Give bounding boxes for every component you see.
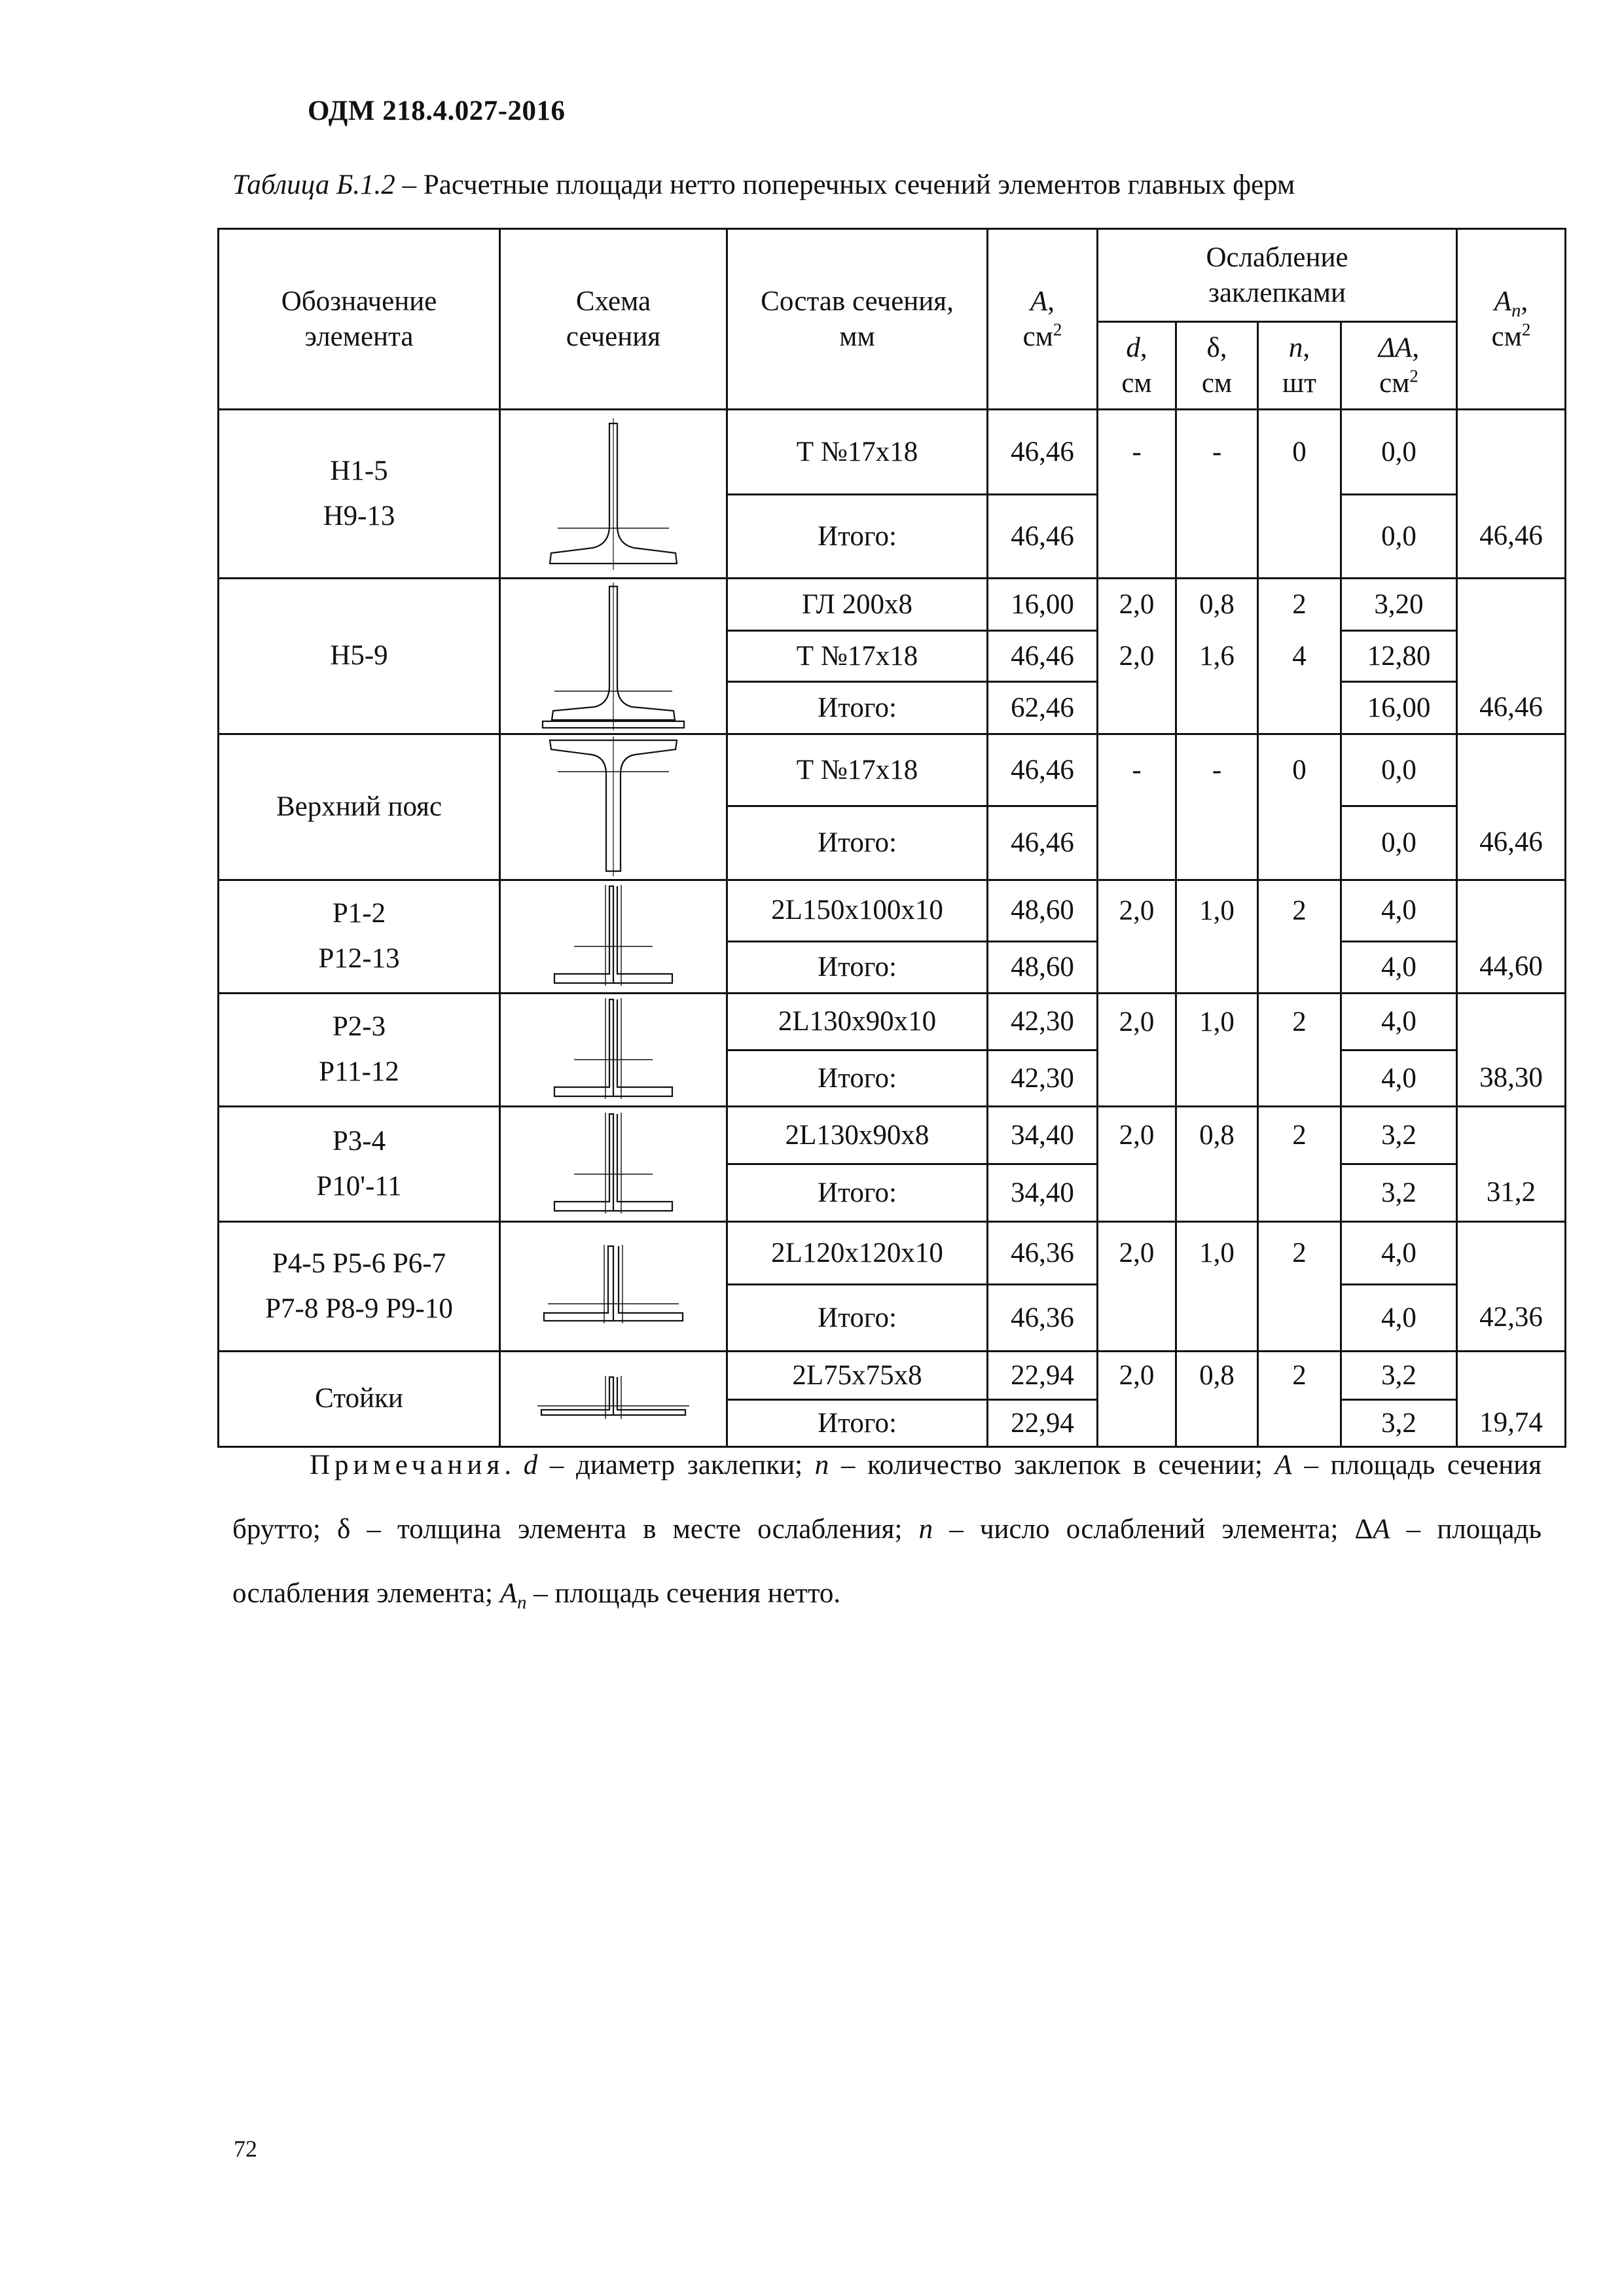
- double-angle-section-icon: [501, 994, 726, 1105]
- header-net-area-unit: см: [1491, 321, 1522, 352]
- table-row: [219, 1352, 1566, 1400]
- thickness-cell: [1176, 1285, 1258, 1352]
- notes-symbol-an: A: [499, 1578, 518, 1609]
- header-delta-symbol: δ: [1206, 332, 1220, 363]
- header-n: [1258, 322, 1341, 410]
- header-area-comma: ,: [1047, 285, 1055, 317]
- area-cell: 48,60: [988, 941, 1098, 993]
- notes-symbol-n2: n: [918, 1514, 933, 1545]
- notes-symbol-a2: A: [1373, 1514, 1390, 1545]
- header-n-line1: [1259, 331, 1340, 366]
- header-schema-line1: Схема: [575, 285, 651, 317]
- element-cell: [219, 1222, 500, 1352]
- area-cell: 62,46: [988, 682, 1098, 734]
- header-net-area-symbol: A: [1494, 285, 1512, 317]
- element-name-line: Р3-4: [332, 1125, 386, 1157]
- weakening-area-cell: 3,20: [1341, 579, 1457, 631]
- area-cell: 22,94: [988, 1400, 1098, 1447]
- net-area-cell: 42,36: [1457, 1285, 1566, 1352]
- notes-symbol-n: n: [814, 1450, 829, 1480]
- weakening-count-cell: 2: [1258, 880, 1341, 942]
- header-d-symbol: d: [1126, 332, 1140, 363]
- net-area-blank-cell: [1457, 631, 1566, 682]
- header-area-line1: [988, 284, 1096, 319]
- weakening-area-cell: 4,0: [1341, 1222, 1457, 1285]
- weakening-count-cell: [1258, 1050, 1341, 1107]
- caption-text: Расчетные площади нетто поперечных сечений элементов главных ферм: [423, 170, 1295, 200]
- element-cell: [219, 579, 500, 734]
- area-cell: 16,00: [988, 579, 1098, 631]
- rivet-diameter-cell: [1098, 1164, 1176, 1222]
- header-net-area-sub: n: [1511, 300, 1521, 321]
- weakening-area-cell: 0,0: [1341, 410, 1457, 495]
- header-delta: [1176, 322, 1258, 410]
- header-area-power: 2: [1053, 319, 1062, 340]
- composition-cell: 2L130х90х10: [727, 994, 988, 1050]
- weakening-count-cell: [1258, 682, 1341, 734]
- area-cell: 34,40: [988, 1164, 1098, 1222]
- composition-cell: 2L120х120х10: [727, 1222, 988, 1285]
- composition-cell: 2L130х90х8: [727, 1107, 988, 1164]
- net-area-table: [217, 228, 1566, 1448]
- double-equal-angle-section-icon: [501, 1241, 726, 1333]
- header-delta-area-power: 2: [1409, 366, 1418, 386]
- rivet-diameter-cell: [1098, 941, 1176, 993]
- header-delta-area-symbol: ΔA: [1378, 332, 1413, 363]
- header-area-line2: [988, 319, 1096, 355]
- weakening-area-cell: 0,0: [1341, 734, 1457, 806]
- area-cell: 48,60: [988, 880, 1098, 942]
- area-cell: 22,94: [988, 1352, 1098, 1400]
- page-number: 72: [234, 2136, 257, 2162]
- header-n-unit: шт: [1282, 367, 1316, 399]
- weakening-count-cell: 2: [1258, 994, 1341, 1050]
- tee-with-plate-section-icon: [501, 581, 726, 732]
- composition-cell: Итого:: [727, 1050, 988, 1107]
- thickness-cell: -: [1176, 410, 1258, 495]
- table-row: [219, 1107, 1566, 1164]
- notes-text-3: – количество заклепок в сечении;: [829, 1450, 1275, 1480]
- header-composition-line1: Состав сечения,: [761, 285, 954, 317]
- composition-cell: Т №17х18: [727, 410, 988, 495]
- area-cell: 46,46: [988, 495, 1098, 579]
- schema-cell: [500, 734, 727, 880]
- thickness-cell: 1,0: [1176, 1222, 1258, 1285]
- net-area-cell: 46,46: [1457, 682, 1566, 734]
- rivet-diameter-cell: [1098, 1285, 1176, 1352]
- net-area-cell: 19,74: [1457, 1400, 1566, 1447]
- thickness-cell: [1176, 941, 1258, 993]
- header-delta-area-unit: см: [1379, 367, 1410, 399]
- weakening-count-cell: [1258, 1164, 1341, 1222]
- weakening-area-cell: 4,0: [1341, 1050, 1457, 1107]
- rivet-diameter-cell: 2,0: [1098, 1352, 1176, 1400]
- thickness-cell: [1176, 806, 1258, 880]
- element-name-line: Р11-12: [319, 1056, 399, 1087]
- area-cell: 46,46: [988, 410, 1098, 495]
- header-composition: [727, 229, 988, 410]
- weakening-area-cell: 4,0: [1341, 941, 1457, 993]
- weakening-count-cell: [1258, 806, 1341, 880]
- weakening-count-cell: 2: [1258, 579, 1341, 631]
- composition-cell: Итого:: [727, 1400, 988, 1447]
- header-delta-area-line2: [1342, 366, 1456, 401]
- weakening-count-cell: 4: [1258, 631, 1341, 682]
- net-area-cell: 46,46: [1457, 806, 1566, 880]
- double-angle-section-icon: [501, 881, 726, 992]
- header-area-symbol: A: [1030, 285, 1048, 317]
- schema-cell: [500, 1352, 727, 1447]
- thickness-cell: [1176, 1050, 1258, 1107]
- composition-cell: Итого:: [727, 682, 988, 734]
- notes-symbol-an-sub: n: [517, 1592, 527, 1613]
- rivet-diameter-cell: 2,0: [1098, 579, 1176, 631]
- net-area-blank-cell: [1457, 880, 1566, 942]
- composition-cell: Итого:: [727, 806, 988, 880]
- header-net-area-power: 2: [1521, 319, 1531, 340]
- thickness-cell: 1,0: [1176, 994, 1258, 1050]
- thickness-cell: 0,8: [1176, 1352, 1258, 1400]
- weakening-area-cell: 4,0: [1341, 880, 1457, 942]
- header-d-comma: ,: [1140, 332, 1147, 363]
- element-name-line: Р2-3: [332, 1011, 386, 1043]
- header-net-area-line2: [1458, 319, 1564, 355]
- header-delta-area: [1341, 322, 1457, 410]
- thickness-cell: [1176, 1164, 1258, 1222]
- header-net-area: [1457, 229, 1566, 410]
- header-delta-area-line1: [1342, 331, 1456, 366]
- weakening-count-cell: 2: [1258, 1222, 1341, 1285]
- notes-symbol-a: A: [1274, 1450, 1292, 1480]
- header-area: [988, 229, 1098, 410]
- header-composition-line2: мм: [839, 321, 875, 352]
- table-caption: [232, 169, 1538, 201]
- area-cell: 46,36: [988, 1285, 1098, 1352]
- rivet-diameter-cell: [1098, 495, 1176, 579]
- element-name-line: Н9-13: [323, 500, 395, 531]
- rivet-diameter-cell: [1098, 806, 1176, 880]
- header-schema-line2: сечения: [566, 321, 661, 352]
- header-net-area-line1: [1458, 284, 1564, 319]
- table-row: [219, 880, 1566, 942]
- element-name-line: Стойки: [315, 1383, 403, 1414]
- composition-cell: Т №17х18: [727, 631, 988, 682]
- table-row: [219, 410, 1566, 495]
- thickness-cell: 1,6: [1176, 631, 1258, 682]
- thickness-cell: -: [1176, 734, 1258, 806]
- document-code: ОДМ 218.4.027-2016: [308, 96, 566, 126]
- double-angle-section-icon: [501, 1109, 726, 1220]
- weakening-area-cell: 3,2: [1341, 1107, 1457, 1164]
- area-cell: 42,30: [988, 994, 1098, 1050]
- thickness-cell: 1,0: [1176, 880, 1258, 942]
- thickness-cell: [1176, 495, 1258, 579]
- notes-text-4: – площадь сечения брутто; δ – толщина элемента в месте ослабления;: [232, 1450, 1542, 1545]
- caption-dash: –: [395, 170, 424, 200]
- rivet-diameter-cell: -: [1098, 734, 1176, 806]
- schema-cell: [500, 1222, 727, 1352]
- area-cell: 46,46: [988, 631, 1098, 682]
- header-element-line1: Обозначение: [281, 285, 437, 317]
- weakening-count-cell: [1258, 941, 1341, 993]
- element-name-line: Р1-2: [332, 898, 386, 929]
- net-area-blank-cell: [1457, 579, 1566, 631]
- weakening-area-cell: 3,2: [1341, 1352, 1457, 1400]
- rivet-diameter-cell: [1098, 682, 1176, 734]
- composition-cell: Итого:: [727, 495, 988, 579]
- notes-text-7: – площадь сечения нетто.: [526, 1578, 841, 1609]
- element-cell: [219, 994, 500, 1107]
- weakening-area-cell: 4,0: [1341, 994, 1457, 1050]
- element-name-line: Р7-8 Р8-9 Р9-10: [265, 1293, 453, 1324]
- header-weakening-line1: Ослабление: [1206, 242, 1348, 273]
- area-cell: 46,36: [988, 1222, 1098, 1285]
- notes-text-1: .: [504, 1450, 524, 1480]
- element-name-line: Р4-5 Р5-6 Р6-7: [272, 1247, 446, 1279]
- weakening-area-cell: 3,2: [1341, 1400, 1457, 1447]
- rivet-diameter-cell: 2,0: [1098, 994, 1176, 1050]
- element-cell: [219, 734, 500, 880]
- composition-cell: Итого:: [727, 1285, 988, 1352]
- rivet-diameter-cell: 2,0: [1098, 880, 1176, 942]
- notes-text-2: – диаметр заклепки;: [537, 1450, 815, 1480]
- notes-title: Примечания: [310, 1450, 505, 1480]
- element-name-line: Верхний пояс: [276, 791, 442, 822]
- rivet-diameter-cell: [1098, 1050, 1176, 1107]
- weakening-area-cell: 3,2: [1341, 1164, 1457, 1222]
- net-area-cell: 44,60: [1457, 941, 1566, 993]
- area-cell: 42,30: [988, 1050, 1098, 1107]
- rivet-diameter-cell: 2,0: [1098, 1222, 1176, 1285]
- table-row: [219, 1222, 1566, 1285]
- rivet-diameter-cell: 2,0: [1098, 1107, 1176, 1164]
- weakening-area-cell: 12,80: [1341, 631, 1457, 682]
- table-row: [219, 579, 1566, 631]
- thickness-cell: 0,8: [1176, 579, 1258, 631]
- header-d-line1: [1098, 331, 1175, 366]
- element-cell: [219, 410, 500, 579]
- header-delta-area-comma: ,: [1412, 332, 1420, 363]
- area-cell: 46,46: [988, 806, 1098, 880]
- table-row: [219, 994, 1566, 1050]
- table-row: [219, 734, 1566, 806]
- notes-text-5: – число ослаблений элемента; Δ: [933, 1514, 1373, 1545]
- composition-cell: 2L75х75х8: [727, 1352, 988, 1400]
- header-delta-comma: ,: [1219, 332, 1227, 363]
- net-area-cell: 46,46: [1457, 495, 1566, 579]
- header-delta-line1: [1177, 331, 1257, 366]
- element-cell: [219, 1107, 500, 1222]
- table-notes: [232, 1433, 1542, 1626]
- rivet-diameter-cell: 2,0: [1098, 631, 1176, 682]
- weakening-count-cell: 0: [1258, 410, 1341, 495]
- composition-cell: Итого:: [727, 1164, 988, 1222]
- header-weakening: [1098, 229, 1457, 322]
- element-cell: [219, 880, 500, 994]
- composition-cell: ГЛ 200х8: [727, 579, 988, 631]
- element-name-line: Н5-9: [330, 640, 388, 672]
- composition-cell: 2L150х100х10: [727, 880, 988, 942]
- thickness-cell: [1176, 682, 1258, 734]
- element-name-line: Р12-13: [318, 943, 400, 974]
- header-weakening-line2: заклепками: [1208, 277, 1346, 308]
- net-area-cell: 38,30: [1457, 1050, 1566, 1107]
- net-area-cell: 31,2: [1457, 1164, 1566, 1222]
- weakening-count-cell: [1258, 495, 1341, 579]
- header-schema: [500, 229, 727, 410]
- header-net-area-comma: ,: [1521, 285, 1528, 317]
- area-cell: 46,46: [988, 734, 1098, 806]
- net-area-blank-cell: [1457, 1107, 1566, 1164]
- net-area-blank-cell: [1457, 410, 1566, 495]
- tee-section-icon: [501, 416, 726, 573]
- header-d: [1098, 322, 1176, 410]
- rivet-diameter-cell: -: [1098, 410, 1176, 495]
- weakening-count-cell: [1258, 1285, 1341, 1352]
- net-area-blank-cell: [1457, 734, 1566, 806]
- header-element: [219, 229, 500, 410]
- schema-cell: [500, 994, 727, 1107]
- net-area-blank-cell: [1457, 1222, 1566, 1285]
- header-n-symbol: n: [1288, 332, 1303, 363]
- schema-cell: [500, 1107, 727, 1222]
- composition-cell: Итого:: [727, 941, 988, 993]
- schema-cell: [500, 579, 727, 734]
- schema-cell: [500, 410, 727, 579]
- element-name-line: Р10'-11: [316, 1170, 402, 1202]
- notes-text-6: – площадь ослабления элемента;: [232, 1514, 1542, 1609]
- weakening-area-cell: 0,0: [1341, 495, 1457, 579]
- inverted-tee-section-icon: [501, 735, 726, 879]
- weakening-count-cell: 0: [1258, 734, 1341, 806]
- weakening-area-cell: 16,00: [1341, 682, 1457, 734]
- header-n-comma: ,: [1303, 332, 1310, 363]
- net-area-blank-cell: [1457, 1352, 1566, 1400]
- double-small-angle-section-icon: [501, 1373, 726, 1426]
- notes-symbol-d: d: [523, 1450, 538, 1480]
- caption-label: Таблица Б.1.2: [232, 170, 395, 200]
- weakening-area-cell: 0,0: [1341, 806, 1457, 880]
- schema-cell: [500, 880, 727, 994]
- thickness-cell: 0,8: [1176, 1107, 1258, 1164]
- weakening-count-cell: 2: [1258, 1352, 1341, 1400]
- area-cell: 34,40: [988, 1107, 1098, 1164]
- header-d-unit: см: [1121, 367, 1152, 399]
- header-element-line2: элемента: [304, 321, 414, 352]
- net-area-blank-cell: [1457, 994, 1566, 1050]
- header-area-unit: см: [1022, 321, 1053, 352]
- element-cell: [219, 1352, 500, 1447]
- element-name-line: Н1-5: [330, 455, 388, 486]
- composition-cell: Т №17х18: [727, 734, 988, 806]
- weakening-count-cell: 2: [1258, 1107, 1341, 1164]
- header-delta-unit: см: [1201, 367, 1233, 399]
- weakening-area-cell: 4,0: [1341, 1285, 1457, 1352]
